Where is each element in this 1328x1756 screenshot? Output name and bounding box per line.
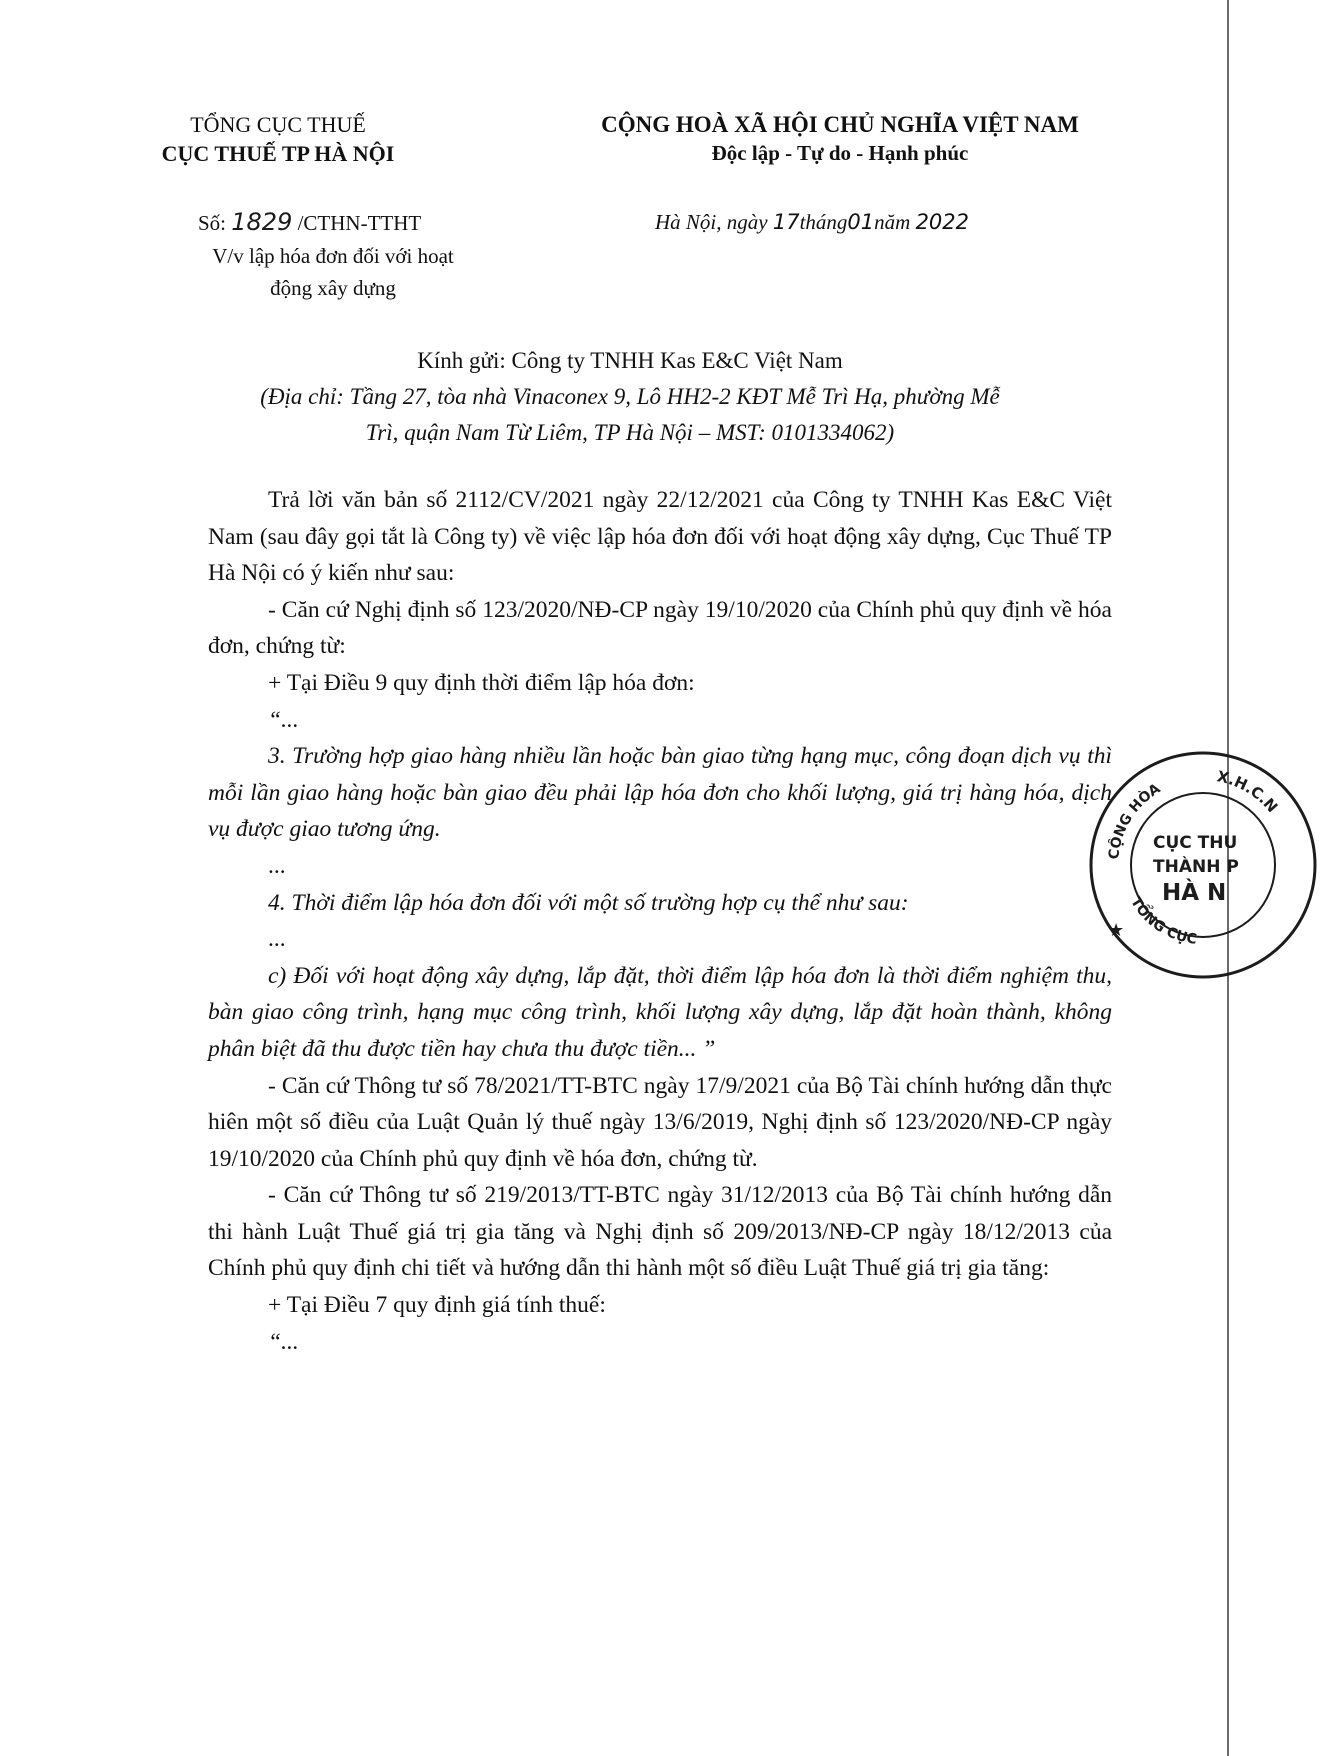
document-subject xyxy=(168,240,498,304)
quote-open-mark: “... xyxy=(268,1328,299,1355)
seal-star: ★ xyxy=(1108,920,1125,941)
body-paragraph: - Căn cứ Nghị định số 123/2020/NĐ-CP ngày 19/10/2020 của Chính phủ quy định về hóa đơn, chứng từ: xyxy=(208,596,1112,660)
quoted-paragraph: 4. Thời điểm lập hóa đơn đối với một số trường hợp cụ thể như sau: xyxy=(268,889,909,916)
seal-outer-text-bottom: TỔNG CỤC xyxy=(1127,894,1198,948)
body-paragraph: + Tại Điều 7 quy định giá tính thuế: xyxy=(268,1292,606,1319)
body-paragraph: + Tại Điều 9 quy định thời điểm lập hóa đơn: xyxy=(268,669,695,696)
date-day: 17 xyxy=(772,210,800,234)
body-paragraph: Trả lời văn bản số 2112/CV/2021 ngày 22/12/2021 của Công ty TNHH Kas E&C Việt Nam (sau đây gọi tắt là Công ty) về việc lập hóa đơn đối với hoạt động xây dựng, Cục Thuế TP Hà Nội có ý kiến như sau: xyxy=(208,487,1112,587)
national-header-block xyxy=(535,110,1145,168)
body-paragraph: - Căn cứ Thông tư số 78/2021/TT-BTC ngày 17/9/2021 của Bộ Tài chính hướng dẫn thực hiên một số điều của Luật Quản lý thuế ngày 13/6/2019, Nghị định số 123/2020/NĐ-CP ngày 19/10/2020 của Chính phủ quy định về hóa đơn, chứng từ. xyxy=(208,1072,1112,1172)
document-date xyxy=(655,208,969,236)
letter-body xyxy=(208,482,1112,1360)
agency-name: CỤC THUẾ TP HÀ NỘI xyxy=(161,141,395,166)
date-month-label: tháng xyxy=(799,210,848,234)
quoted-paragraph: 3. Trường hợp giao hàng nhiều lần hoặc bàn giao từng hạng mục, công đoạn dịch vụ thì mỗi lần giao hàng hoặc bàn giao đều phải lập hóa đơn cho khối lượng, giá trị hàng hóa, dịch vụ được giao tương ứng. xyxy=(208,743,1112,843)
document-number-prefix: Số: xyxy=(198,211,227,235)
ellipsis-line: ... xyxy=(268,852,286,879)
recipient-block xyxy=(150,343,1110,451)
seal-inner-line-1: CỤC THU xyxy=(1153,833,1238,853)
issuing-agency-block xyxy=(118,110,438,168)
official-seal-stamp xyxy=(1078,740,1328,990)
subject-line-1: V/v lập hóa đơn đối với hoạt xyxy=(212,244,454,268)
seal-inner-line-2: THÀNH P xyxy=(1153,857,1239,877)
date-month: 01 xyxy=(847,210,875,234)
quote-open-mark: “... xyxy=(268,706,299,733)
date-place: Hà Nội, ngày xyxy=(655,210,768,234)
seal-inner-line-3: HÀ N xyxy=(1162,880,1227,906)
body-paragraph: - Căn cứ Thông tư số 219/2013/TT-BTC ngày 31/12/2013 của Bộ Tài chính hướng dẫn thi hành Luật Thuế giá trị gia tăng và Nghị định số 209/2013/NĐ-CP ngày 18/12/2013 của Chính phủ quy định chi tiết và hướng dẫn thi hành một số điều Luật Thuế giá trị gia tăng: xyxy=(208,1182,1112,1282)
quoted-paragraph: c) Đối với hoạt động xây dựng, lắp đặt, thời điểm lập hóa đơn là thời điểm nghiệm thu, bàn giao công trình, hạng mục công trình, khối lượng xây dựng, lắp đặt hoàn thành, không phân biệt đã thu được tiền hay chưa thu được tiền... ” xyxy=(208,962,1112,1062)
seal-outer-text-top: X.H.C.N xyxy=(1215,767,1282,817)
ellipsis-line: ... xyxy=(268,926,286,953)
recipient-salutation: Kính gửi: Công ty TNHH Kas E&C Việt Nam xyxy=(417,348,843,373)
seal-outer-text-left: CỘNG HÒA xyxy=(1106,780,1164,861)
document-number-handwritten: 1829 xyxy=(231,208,293,236)
recipient-address-line-2: Trì, quận Nam Từ Liêm, TP Hà Nội – MST: 0101334062) xyxy=(365,420,895,445)
date-year-label: năm xyxy=(874,210,911,234)
recipient-address-line-1: (Địa chỉ: Tầng 27, tòa nhà Vinaconex 9, Lô HH2-2 KĐT Mễ Trì Hạ, phường Mễ xyxy=(260,384,1000,409)
national-motto: Độc lập - Tự do - Hạnh phúc xyxy=(711,141,969,165)
country-name: CỘNG HOÀ XÃ HỘI CHỦ NGHĨA VIỆT NAM xyxy=(601,112,1079,137)
document-number-suffix: /CTHN-TTHT xyxy=(297,211,422,235)
document-number xyxy=(198,208,421,237)
agency-parent: TỔNG CỤC THUẾ xyxy=(190,112,366,137)
date-year: 2022 xyxy=(915,210,970,234)
subject-line-2: động xây dựng xyxy=(270,276,396,300)
